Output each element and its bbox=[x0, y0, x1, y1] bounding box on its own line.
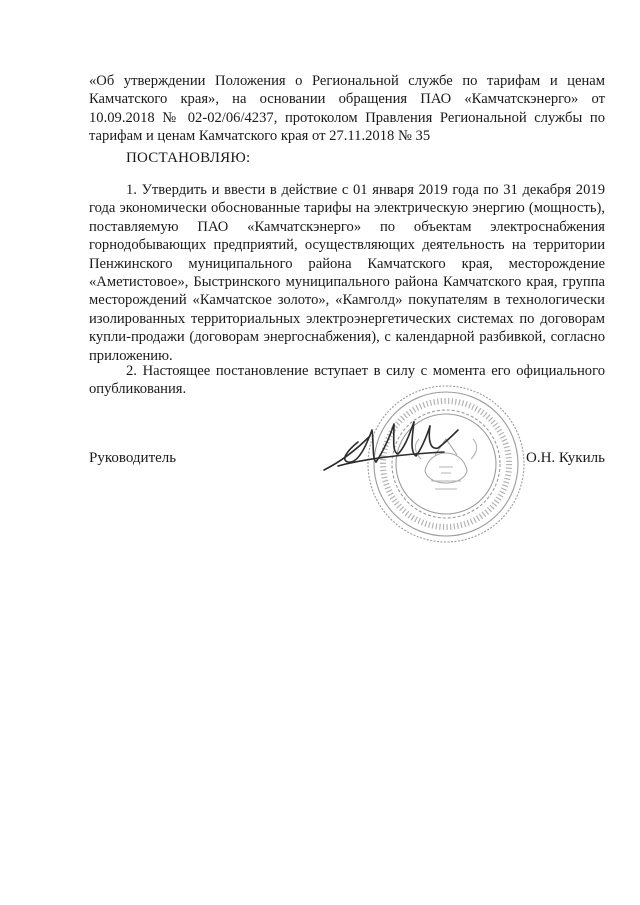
paragraph-1: 1. Утвердить и ввести в действие с 01 января 2019 года по 31 декабря 2019 года экономически обоснованные тарифы на электрическую энергию (мощность), поставляемую ПАО «Камчатскэнерго» по объектам электроснабжения горнодобывающих предприятий, осуществляющих деятельность на территории Пенжинского муниципального района Камчатского края, месторождение «Аметистовое», Быстринского муниципального района Камчатского края, группа месторождений «Камчатское золото», «Камголд» покупателям в технологически изолированных территориальных электроэнергетических системах по договорам купли-продажи (договорам энергоснабжения), с календарной разбивкой, согласно приложению. bbox=[89, 182, 605, 364]
resolution-heading: ПОСТАНОВЛЯЮ: bbox=[126, 150, 251, 166]
handwritten-signature-icon bbox=[318, 412, 468, 482]
signer-title: Руководитель bbox=[89, 450, 177, 466]
signer-name: О.Н. Кукиль bbox=[526, 450, 605, 466]
intro-paragraph: «Об утверждении Положения о Региональной службе по тарифам и ценам Камчатского края», на основании обращения ПАО «Камчатскэнерго» от 10.09.2018 № 02-02/06/4237, протоколом Правления Региональной службы по тарифам и ценам Камчатского края от 27.11.2018 № 35 bbox=[89, 73, 605, 145]
paragraph-2: 2. Настоящее постановление вступает в силу с момента его официального опубликования. bbox=[89, 363, 605, 398]
